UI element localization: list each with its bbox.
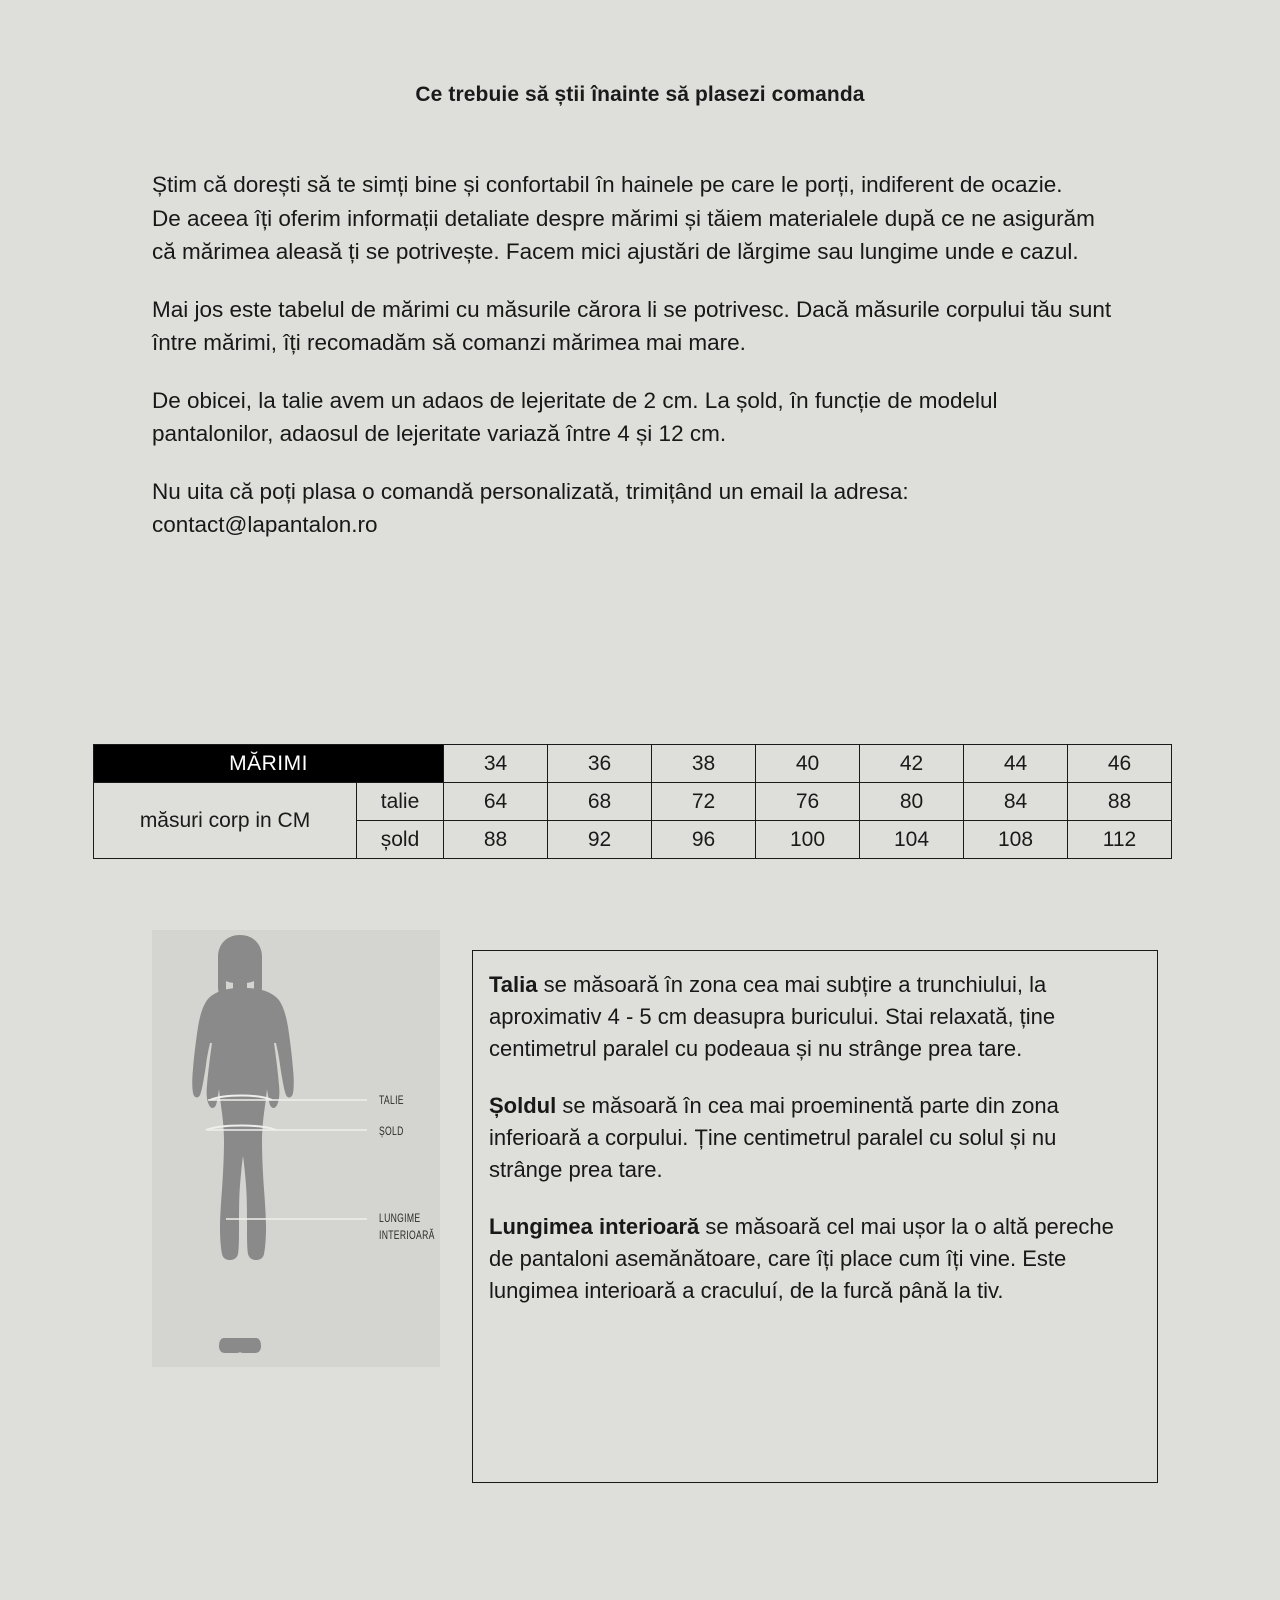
- female-silhouette-icon: [152, 930, 440, 1367]
- page-title: Ce trebuie să știi înainte să plasezi comanda: [415, 83, 865, 106]
- body-measurements-label: măsuri corp in CM: [94, 783, 357, 859]
- size-header-38: 38: [652, 745, 756, 783]
- figure-label-talie: TALIE: [379, 1093, 404, 1107]
- soldul-term: Șoldul: [489, 1093, 557, 1118]
- size-header-42: 42: [860, 745, 964, 783]
- size-header-34: 34: [444, 745, 548, 783]
- intro-paragraph-4: De obicei, la talie avem un adaos de lejeritate de 2 cm. La șold, în funcție de modelul pantalonilor, adaosul de lejeritate variază între 4 și 12 cm.: [152, 387, 998, 446]
- sold-34: 88: [444, 821, 548, 859]
- talia-instruction: [489, 969, 1135, 1065]
- lungimea-instruction: [489, 1211, 1135, 1307]
- intro-paragraph-1: Știm că dorești să te simți bine și confortabil în hainele pe care le porți, indiferent de ocazie.: [152, 172, 1063, 197]
- row-label-talie: talie: [357, 783, 444, 821]
- talie-44: 84: [964, 783, 1068, 821]
- table-row: [94, 783, 1172, 821]
- measurement-instructions: [472, 950, 1158, 1483]
- intro-paragraph-3: Mai jos este tabelul de mărimi cu măsurile cărora li se potrivesc. Dacă măsurile corpului tău sunt între mărimi, îți recomadăm să comanzi mărimea mai mare.: [152, 296, 1112, 355]
- intro-paragraph-5: Nu uita că poți plasa o comandă personalizată, trimițând un email la adresa: contact@lapantalon.ro: [152, 478, 909, 537]
- talie-40: 76: [756, 783, 860, 821]
- size-table: [93, 744, 1172, 859]
- lungimea-term: Lungimea interioară: [489, 1214, 700, 1239]
- talie-34: 64: [444, 783, 548, 821]
- talia-text: se măsoară în zona cea mai subțire a trunchiului, la aproximativ 4 - 5 cm deasupra buricului. Stai relaxată, ține centimetrul paralel cu podeaua și nu strânge prea tare.: [489, 972, 1056, 1061]
- lungimea-text: se măsoară cel mai ușor la o altă pereche de pantaloni asemănătoare, care îți place cum îți vine. Este lungimea interioară a craculuí, de la furcă până la tiv.: [489, 1214, 1114, 1303]
- sold-38: 96: [652, 821, 756, 859]
- intro-paragraph-2: De aceea îți oferim informații detaliate despre mărimi și tăiem materialele după ce ne asigurăm că mărimea aleasă ți se potrivește. Facem mici ajustări de lărgime sau lungime unde e cazul.: [152, 205, 1095, 264]
- sold-42: 104: [860, 821, 964, 859]
- talie-36: 68: [548, 783, 652, 821]
- table-header-row: [94, 745, 1172, 783]
- body-diagram: [152, 930, 440, 1367]
- soldul-text: se măsoară în cea mai proeminentă parte din zona inferioară a corpului. Ține centimetrul paralel cu solul și nu strânge prea tare.: [489, 1093, 1059, 1182]
- talie-42: 80: [860, 783, 964, 821]
- intro-text: [152, 168, 1112, 566]
- row-label-sold: șold: [357, 821, 444, 859]
- figure-label-interioara: INTERIOARĂ: [379, 1228, 435, 1242]
- size-table-container: [93, 744, 1172, 859]
- size-header-36: 36: [548, 745, 652, 783]
- sold-36: 92: [548, 821, 652, 859]
- size-header-46: 46: [1068, 745, 1172, 783]
- figure-label-sold: ȘOLD: [379, 1124, 404, 1138]
- sold-44: 108: [964, 821, 1068, 859]
- soldul-instruction: [489, 1090, 1135, 1186]
- sold-40: 100: [756, 821, 860, 859]
- size-table-title: MĂRIMI: [94, 745, 444, 783]
- sold-46: 112: [1068, 821, 1172, 859]
- talie-38: 72: [652, 783, 756, 821]
- size-header-44: 44: [964, 745, 1068, 783]
- size-header-40: 40: [756, 745, 860, 783]
- talie-46: 88: [1068, 783, 1172, 821]
- talia-term: Talia: [489, 972, 538, 997]
- figure-label-lungime: LUNGIME: [379, 1211, 421, 1225]
